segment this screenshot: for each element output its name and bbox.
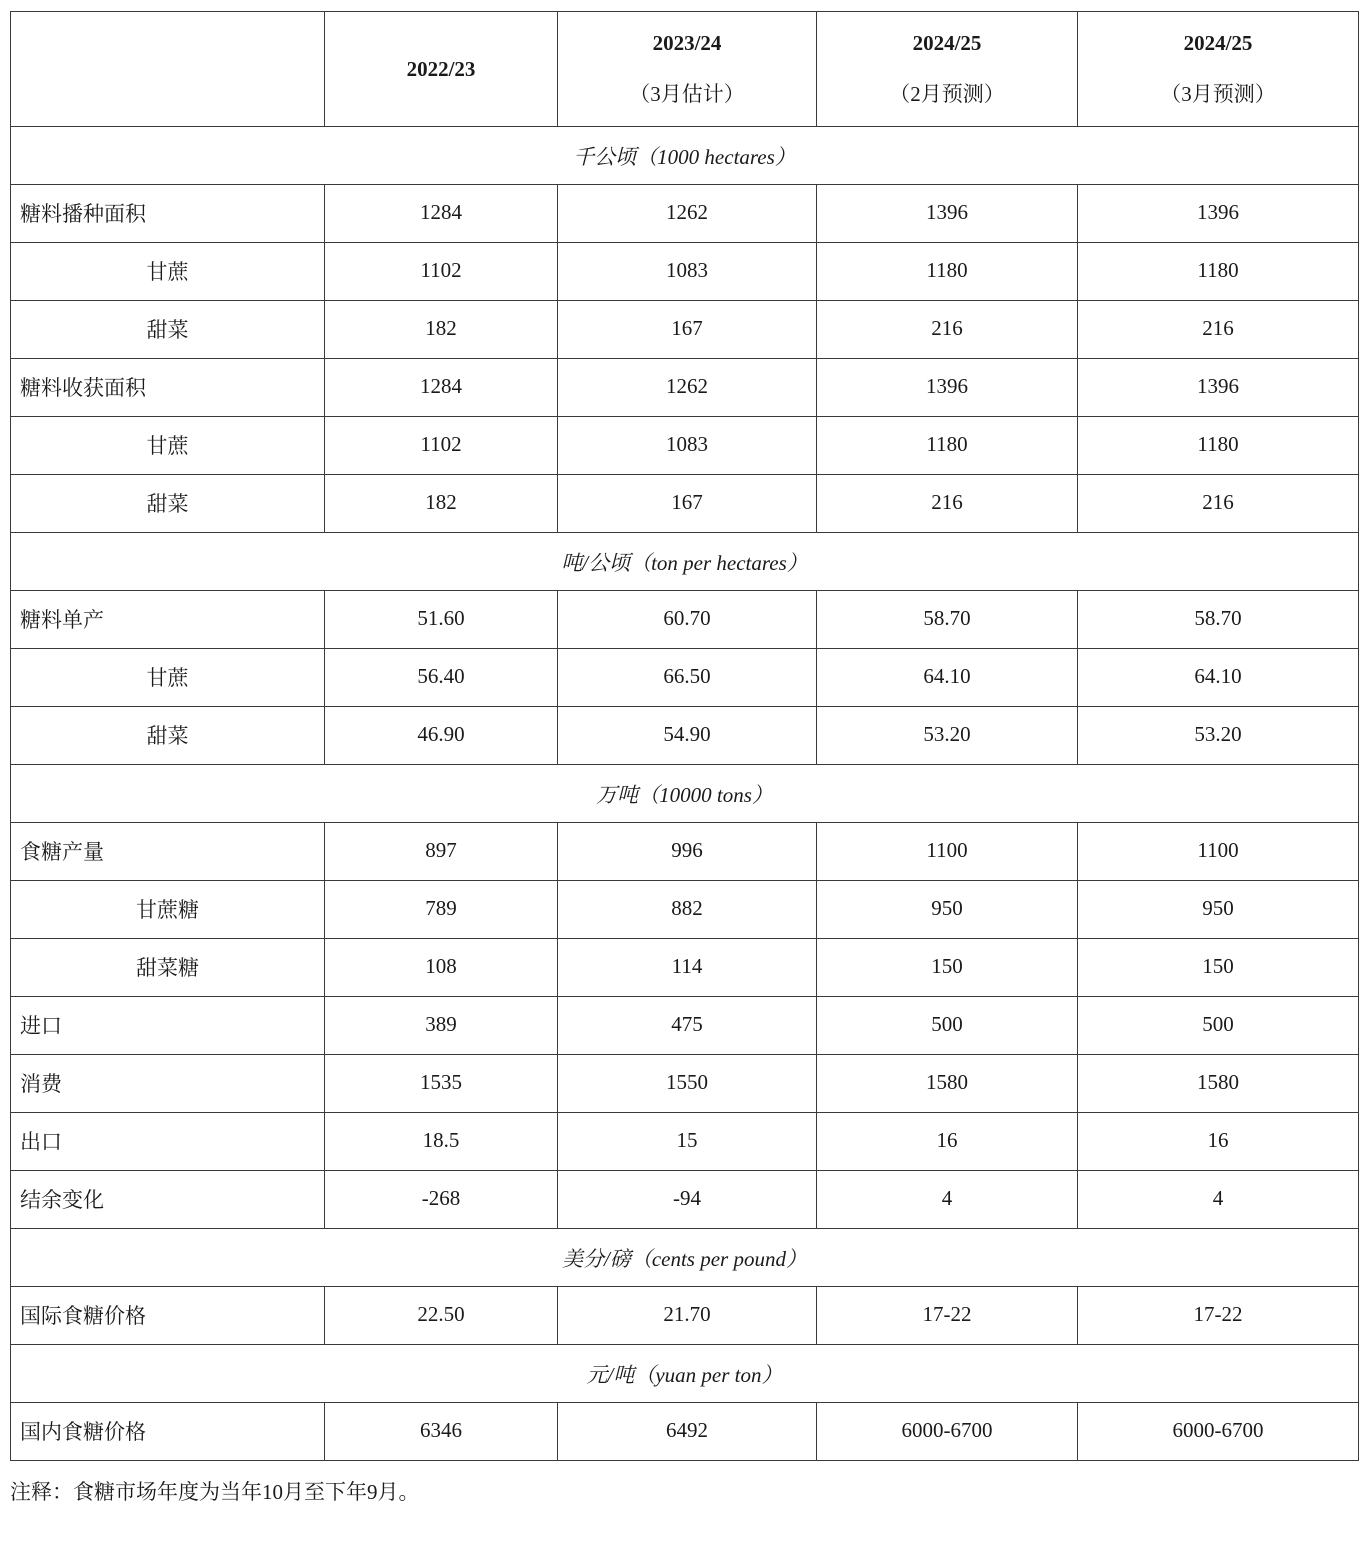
table-row: [11, 359, 1359, 417]
value-cell: [1078, 707, 1359, 765]
value-cell: [558, 707, 817, 765]
table-row: [11, 649, 1359, 707]
row-label: 国际食糖价格: [20, 1303, 146, 1328]
sugar-balance-table: [10, 11, 1359, 1461]
cell-value: 500: [931, 1012, 963, 1036]
row-label-cell: [11, 1055, 325, 1113]
value-cell: [325, 1287, 558, 1345]
cell-value: 53.20: [923, 722, 971, 746]
table-row: [11, 185, 1359, 243]
row-label: 甘蔗: [146, 433, 189, 458]
row-label: 糖料单产: [20, 607, 104, 632]
table-body: [11, 127, 1359, 1461]
value-cell: [325, 591, 558, 649]
table-row: [11, 417, 1359, 475]
cell-value: 182: [425, 316, 457, 340]
unit-row: [11, 127, 1359, 185]
value-cell: [325, 243, 558, 301]
cell-value: 1180: [926, 432, 968, 456]
row-label: 甘蔗: [146, 259, 189, 284]
cell-value: 950: [931, 896, 963, 920]
table-row: [11, 881, 1359, 939]
value-cell: [558, 243, 817, 301]
table-row: [11, 243, 1359, 301]
cell-value: 6346: [420, 1418, 462, 1442]
unit-row: [11, 533, 1359, 591]
table-row: [11, 1113, 1359, 1171]
row-label-cell: [11, 475, 325, 533]
cell-value: 18.5: [422, 1128, 460, 1152]
value-cell: [558, 301, 817, 359]
cell-value: 16: [1207, 1128, 1229, 1152]
value-cell: [1078, 997, 1359, 1055]
unit-label: 吨/公顷（ton per hectares）: [11, 533, 1359, 591]
value-cell: [817, 1055, 1078, 1113]
cell-value: 4: [941, 1186, 953, 1210]
cell-value: 6492: [666, 1418, 708, 1442]
unit-label: 万吨（10000 tons）: [11, 765, 1359, 823]
cell-value: 1083: [666, 258, 708, 282]
value-cell: [1078, 1113, 1359, 1171]
cell-value: 15: [676, 1128, 698, 1152]
cell-value: 1535: [420, 1070, 462, 1094]
cell-value: 389: [425, 1012, 457, 1036]
row-label: 食糖产量: [20, 839, 104, 864]
value-cell: [558, 591, 817, 649]
cell-value: 17-22: [1193, 1302, 1243, 1326]
unit-label: 元/吨（yuan per ton）: [11, 1345, 1359, 1403]
cell-value: 66.50: [663, 664, 711, 688]
cell-value: 216: [931, 316, 963, 340]
cell-value: 64.10: [1194, 664, 1242, 688]
unit-row: [11, 1229, 1359, 1287]
table-row: [11, 707, 1359, 765]
value-cell: [1078, 243, 1359, 301]
cell-value: -94: [673, 1186, 701, 1210]
row-label: 糖料收获面积: [20, 375, 146, 400]
table-row: [11, 939, 1359, 997]
row-label: 甜菜: [146, 723, 189, 748]
value-cell: [325, 707, 558, 765]
cell-value: 1262: [666, 374, 708, 398]
cell-value: 216: [1202, 490, 1234, 514]
value-cell: [325, 939, 558, 997]
table-row: [11, 591, 1359, 649]
cell-value: 150: [931, 954, 963, 978]
cell-value: 1262: [666, 200, 708, 224]
cell-value: 167: [671, 490, 703, 514]
header-row: [11, 12, 1359, 127]
row-label-cell: [11, 881, 325, 939]
cell-value: 17-22: [922, 1302, 972, 1326]
table-row: [11, 1403, 1359, 1461]
table-row: [11, 1171, 1359, 1229]
cell-value: 1180: [1197, 432, 1239, 456]
cell-value: 46.90: [417, 722, 465, 746]
cell-value: 1396: [1197, 374, 1239, 398]
cell-value: 1100: [1197, 838, 1239, 862]
value-cell: [1078, 823, 1359, 881]
cell-value: 150: [1202, 954, 1234, 978]
cell-value: 4: [1212, 1186, 1224, 1210]
cell-value: 56.40: [417, 664, 465, 688]
value-cell: [817, 1403, 1078, 1461]
header-year-cell: [1078, 12, 1359, 127]
value-cell: [325, 417, 558, 475]
row-label-cell: [11, 591, 325, 649]
value-cell: [558, 823, 817, 881]
unit-row: [11, 1345, 1359, 1403]
table-row: [11, 997, 1359, 1055]
row-label-cell: [11, 359, 325, 417]
cell-value: 1580: [1197, 1070, 1239, 1094]
value-cell: [817, 591, 1078, 649]
value-cell: [558, 649, 817, 707]
header-subtitle: （3月估计）: [629, 81, 745, 106]
value-cell: [817, 475, 1078, 533]
header-year-cell: [558, 12, 817, 127]
value-cell: [817, 939, 1078, 997]
cell-value: 64.10: [923, 664, 971, 688]
cell-value: 108: [425, 954, 457, 978]
header-corner-cell: [11, 12, 325, 127]
value-cell: [1078, 1055, 1359, 1113]
value-cell: [325, 359, 558, 417]
cell-value: 950: [1202, 896, 1234, 920]
cell-value: 58.70: [1194, 606, 1242, 630]
cell-value: 1550: [666, 1070, 708, 1094]
value-cell: [817, 1287, 1078, 1345]
value-cell: [558, 1403, 817, 1461]
value-cell: [1078, 301, 1359, 359]
value-cell: [817, 243, 1078, 301]
row-label-cell: [11, 823, 325, 881]
value-cell: [325, 185, 558, 243]
value-cell: [325, 1403, 558, 1461]
cell-value: 996: [671, 838, 703, 862]
value-cell: [1078, 185, 1359, 243]
value-cell: [558, 475, 817, 533]
cell-value: 54.90: [663, 722, 711, 746]
row-label-cell: [11, 707, 325, 765]
table-row: [11, 823, 1359, 881]
value-cell: [817, 881, 1078, 939]
row-label: 消费: [20, 1071, 62, 1096]
cell-value: 58.70: [923, 606, 971, 630]
row-label-cell: [11, 1403, 325, 1461]
header-year: 2022/23: [406, 56, 476, 81]
row-label: 进口: [20, 1013, 62, 1038]
value-cell: [1078, 881, 1359, 939]
cell-value: 6000-6700: [1172, 1418, 1264, 1442]
header-subtitle: （3月预测）: [1160, 81, 1276, 106]
cell-value: 475: [671, 1012, 703, 1036]
value-cell: [325, 881, 558, 939]
row-label: 甜菜: [146, 491, 189, 516]
value-cell: [817, 301, 1078, 359]
cell-value: 216: [1202, 316, 1234, 340]
row-label-cell: [11, 1287, 325, 1345]
cell-value: 1102: [420, 432, 462, 456]
cell-value: 897: [425, 838, 457, 862]
cell-value: 882: [671, 896, 703, 920]
row-label-cell: [11, 649, 325, 707]
row-label: 出口: [20, 1129, 62, 1154]
row-label: 国内食糖价格: [20, 1419, 146, 1444]
value-cell: [325, 301, 558, 359]
cell-value: 1284: [420, 374, 462, 398]
value-cell: [325, 823, 558, 881]
cell-value: 60.70: [663, 606, 711, 630]
header-year-cell: [325, 12, 558, 127]
row-label-cell: [11, 185, 325, 243]
value-cell: [1078, 475, 1359, 533]
header-subtitle: （2月预测）: [889, 81, 1005, 106]
value-cell: [325, 1113, 558, 1171]
value-cell: [1078, 939, 1359, 997]
row-label: 甜菜: [146, 317, 189, 342]
row-label-cell: [11, 939, 325, 997]
value-cell: [817, 1113, 1078, 1171]
value-cell: [1078, 649, 1359, 707]
value-cell: [558, 939, 817, 997]
value-cell: [558, 881, 817, 939]
row-label: 甜菜糖: [136, 955, 199, 980]
cell-value: 1102: [420, 258, 462, 282]
cell-value: 53.20: [1194, 722, 1242, 746]
value-cell: [817, 185, 1078, 243]
cell-value: 1580: [926, 1070, 968, 1094]
value-cell: [325, 475, 558, 533]
row-label-cell: [11, 243, 325, 301]
cell-value: 500: [1202, 1012, 1234, 1036]
row-label: 糖料播种面积: [20, 201, 146, 226]
table-row: [11, 1055, 1359, 1113]
row-label-cell: [11, 417, 325, 475]
value-cell: [558, 417, 817, 475]
unit-label: 美分/磅（cents per pound）: [11, 1229, 1359, 1287]
unit-row: [11, 765, 1359, 823]
cell-value: 1396: [1197, 200, 1239, 224]
value-cell: [1078, 359, 1359, 417]
value-cell: [817, 823, 1078, 881]
value-cell: [817, 359, 1078, 417]
cell-value: 21.70: [663, 1302, 711, 1326]
row-label-cell: [11, 1171, 325, 1229]
cell-value: 182: [425, 490, 457, 514]
header-year: 2024/25: [1183, 30, 1253, 55]
value-cell: [558, 359, 817, 417]
cell-value: 1100: [926, 838, 968, 862]
cell-value: -268: [421, 1186, 461, 1210]
value-cell: [325, 649, 558, 707]
cell-value: 1083: [666, 432, 708, 456]
table-row: [11, 301, 1359, 359]
header-year-cell: [817, 12, 1078, 127]
value-cell: [1078, 1287, 1359, 1345]
value-cell: [558, 1287, 817, 1345]
row-label-cell: [11, 301, 325, 359]
value-cell: [1078, 1403, 1359, 1461]
row-label-cell: [11, 997, 325, 1055]
value-cell: [558, 1171, 817, 1229]
cell-value: 789: [425, 896, 457, 920]
cell-value: 16: [936, 1128, 958, 1152]
value-cell: [558, 1055, 817, 1113]
footnote: 注释：食糖市场年度为当年10月至下年9月。: [10, 1480, 420, 1504]
value-cell: [817, 997, 1078, 1055]
row-label: 甘蔗: [146, 665, 189, 690]
cell-value: 1396: [926, 374, 968, 398]
value-cell: [1078, 591, 1359, 649]
unit-label: 千公顷（1000 hectares）: [11, 127, 1359, 185]
cell-value: 51.60: [417, 606, 465, 630]
cell-value: 167: [671, 316, 703, 340]
value-cell: [1078, 417, 1359, 475]
row-label-cell: [11, 1113, 325, 1171]
row-label: 结余变化: [20, 1187, 104, 1212]
cell-value: 1180: [926, 258, 968, 282]
cell-value: 6000-6700: [901, 1418, 993, 1442]
row-label: 甘蔗糖: [136, 897, 199, 922]
value-cell: [817, 1171, 1078, 1229]
cell-value: 1396: [926, 200, 968, 224]
value-cell: [558, 185, 817, 243]
cell-value: 22.50: [417, 1302, 465, 1326]
value-cell: [325, 1055, 558, 1113]
cell-value: 216: [931, 490, 963, 514]
value-cell: [325, 1171, 558, 1229]
value-cell: [558, 997, 817, 1055]
value-cell: [817, 707, 1078, 765]
value-cell: [325, 997, 558, 1055]
value-cell: [558, 1113, 817, 1171]
cell-value: 114: [671, 954, 703, 978]
value-cell: [817, 417, 1078, 475]
table-row: [11, 1287, 1359, 1345]
cell-value: 1284: [420, 200, 462, 224]
value-cell: [817, 649, 1078, 707]
table-row: [11, 475, 1359, 533]
value-cell: [1078, 1171, 1359, 1229]
header-year: 2024/25: [912, 30, 982, 55]
cell-value: 1180: [1197, 258, 1239, 282]
header-year: 2023/24: [652, 30, 722, 55]
